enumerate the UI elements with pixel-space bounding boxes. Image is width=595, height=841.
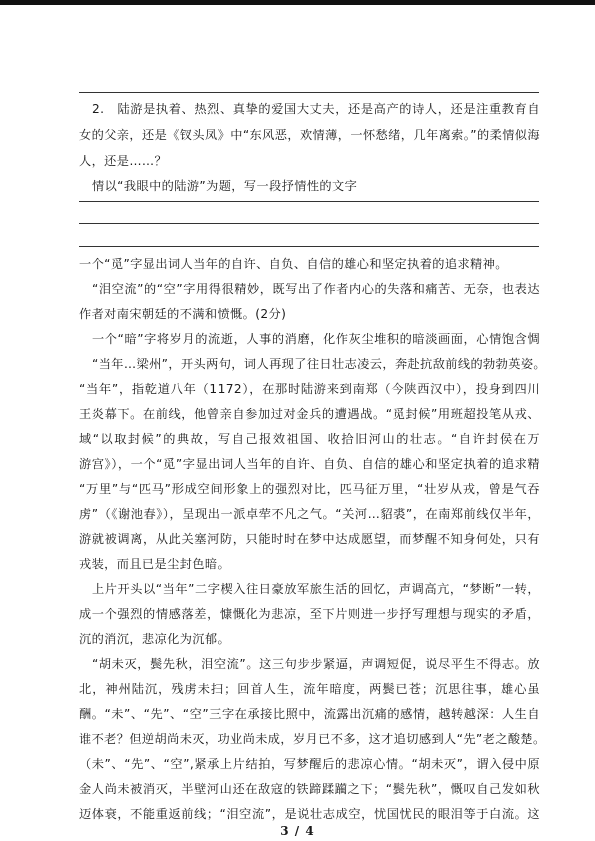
writing-prompt: 情以“我眼中的陆游”为题，写一段抒情性的文字 [92, 179, 358, 193]
answer-paragraph-line: “当年”，指乾道八年（1172），在那时陆游来到南郑（今陕西汉中），投身到四川 [79, 382, 540, 396]
answer-line [79, 246, 539, 247]
answer-paragraph-line: 游就被调离，从此关塞河防，只能时时在梦中达成愿望，而梦醒不知身何处，只有 [79, 532, 540, 546]
answer-paragraph-line: 作者对南宋朝廷的不满和愤慨。(2分) [79, 307, 287, 321]
answer-paragraph-line: 域“以取封候”的典故，写自己报效祖国、收拾旧河山的壮志。“自许封侯在万 [79, 432, 540, 446]
answer-paragraph-line: “泪空流”的“空”字用得很精妙，既写出了作者内心的失落和痛苦、无奈，也表达 [92, 282, 540, 296]
answer-paragraph-line: 谁不老？但逆胡尚未灭，功业尚未成，岁月已不多，这才追切感到人“先”老之酸楚。 [79, 732, 546, 746]
answer-paragraph-line: 一个“觅”字显出词人当年的自许、自负、自信的雄心和坚定执着的追求精神。 [79, 257, 508, 271]
question-line: 人，还是……？ [79, 154, 168, 168]
answer-paragraph-line: 王炎幕下。在前线，他曾亲自参加过对金兵的遭遇战。“觅封候”用班超投笔从戎、 [79, 407, 540, 421]
answer-paragraph-line: “万里”与“匹马”形成空间形象上的强烈对比，匹马征万里，“壮岁从戎，曾是气吞 [79, 482, 540, 496]
answer-paragraph-line: 游宫》），一个“觅”字显出词人当年的自许、自负、自信的雄心和坚定执着的追求精 [79, 457, 540, 471]
answer-paragraph-line: 一个“暗”字将岁月的流逝，人事的消磨，化作灰尘堆积的暗淡画面，心情饱含惆 [92, 332, 540, 346]
answer-paragraph-line: 迈体衰，不能重返前线；“泪空流”，是说壮志成空，忧国忧民的眼泪等于白流。这 [79, 807, 540, 821]
answer-paragraph-line: 上片开头以“当年”二字楔入往日豪放军旅生活的回忆，声调高亢，“梦断”一转， [92, 582, 540, 596]
page-number: 3 / 4 [280, 824, 315, 838]
question-line: 女的父亲，还是《钗头凤》中“东风恶，欢情薄，一怀愁绪，几年离索。”的柔情似海 [79, 128, 540, 142]
answer-paragraph-line: “当年…梁州”，开头两句，词人再现了往日壮志凌云，奔赴抗敌前线的勃勃英姿。 [92, 357, 546, 371]
answer-line [79, 92, 539, 93]
question-line: 2. 陆游是执着、热烈、真挚的爱国大丈夫，还是高产的诗人，还是注重教育自 [92, 102, 540, 116]
answer-paragraph-line: 北，神州陆沉，残虏未扫；回首人生，流年暗度，两鬓已苍；沉思往事，雄心虽 [79, 682, 540, 696]
answer-paragraph-line: 成一个强烈的情感落差，慷慨化为悲凉，至下片则进一步抒写理想与现实的矛盾， [79, 607, 540, 621]
answer-line [79, 201, 539, 202]
answer-paragraph-line: 沉的消沉，悲凉化为沉郁。 [79, 632, 231, 646]
answer-paragraph-line: 戎装，而且已是尘封色暗。 [79, 557, 231, 571]
answer-paragraph-line: （未”、“先”、“空”,紧承上片结拍，写梦醒后的悲凉心情。“胡未灭”，谓入侵中原 [79, 757, 540, 771]
answer-paragraph-line: “胡未灭，鬓先秋，泪空流”。这三句步步紧逼，声调短促，说尽平生不得志。放 [92, 657, 540, 671]
answer-paragraph-line: 虏”（《谢池春》），呈现出一派卓荦不凡之气。“关河…貂裘”，在南郑前线仅半年， [79, 507, 540, 521]
answer-paragraph-line: 金人尚未被消灭，半壁河山还在敌寇的铁蹄蹂躏之下；“鬓先秋”，慨叹自己发如秋 [79, 782, 540, 796]
answer-paragraph-line: 酬。“未”、“先”、“空”三字在承接比照中，流露出沉痛的感情，越转越深：人生自 [79, 707, 540, 721]
answer-line [79, 223, 539, 224]
